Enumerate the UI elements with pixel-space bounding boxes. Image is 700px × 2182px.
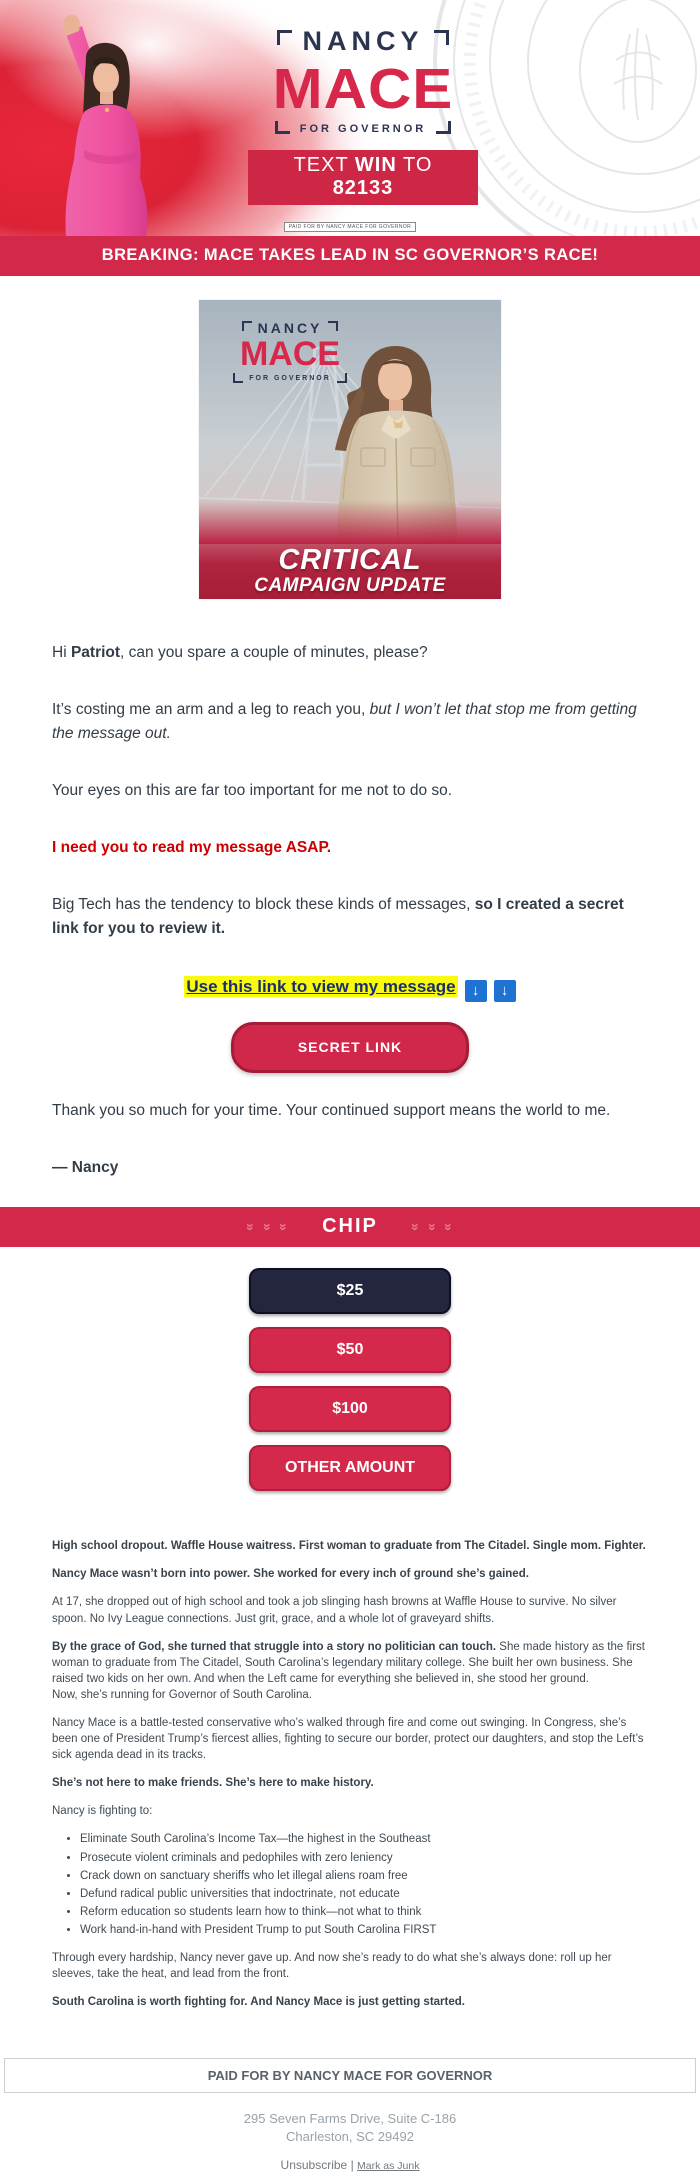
fighting-point: • Reform education so students learn how to think—not what to think — [80, 1904, 648, 1920]
fighting-point: • Eliminate South Carolina’s Income Tax—the highest in the Southeast — [80, 1831, 648, 1847]
logo-name-top — [248, 26, 478, 57]
signature: — Nancy — [52, 1159, 119, 1176]
donation-amounts — [0, 1247, 700, 1528]
chevrons-down-left — [242, 1219, 293, 1235]
campaign-update-image — [199, 300, 501, 599]
recipient-name: Patriot — [70, 644, 121, 661]
bio-paragraph: Nancy Mace is a battle-tested conservative who’s walked through fire and come out swinging. In Congress, she’s been one of President Trump’s fiercest allies, fighting to secure our border, protect our daughters, and stop the Left’s sick agenda dead in its tracks. — [52, 1717, 644, 1762]
bracket-icon — [277, 30, 292, 45]
breaking-news-banner: BREAKING: MACE TAKES LEAD IN SC GOVERNOR’S RACE! — [0, 236, 700, 276]
hero-paid-for-disclaimer: PAID FOR BY NANCY MACE FOR GOVERNOR — [0, 215, 700, 233]
bio-paragraph: Through every hardship, Nancy never gave up. And now she’s ready to do what she’s always done: roll up her sleeves, take the heat, and lead from the front. — [52, 1952, 612, 1981]
email-footer — [0, 2058, 700, 2172]
bracket-icon — [242, 321, 252, 331]
bracket-icon — [434, 30, 449, 45]
unsubscribe-link[interactable]: Unsubscribe — [280, 2158, 348, 2173]
greeting-paragraph: Hi Patriot, can you spare a couple of minutes, please? — [52, 644, 428, 661]
chevron-down-icon: » — [441, 1222, 458, 1231]
paid-for-disclaimer: PAID FOR BY NANCY MACE FOR GOVERNOR — [4, 2058, 696, 2093]
paragraph-bigtech: Big Tech has the tendency to block these kinds of messages, so I created a secret link for you to review it. — [52, 896, 624, 937]
donate-100-button[interactable]: $100 — [249, 1386, 451, 1432]
text-win-badge: TEXT WIN TO 82133 — [248, 150, 478, 205]
logo-subtitle — [248, 121, 478, 136]
fighting-point: • Prosecute violent criminals and pedophiles with zero leniency — [80, 1850, 648, 1866]
hero-banner — [0, 0, 700, 236]
mark-as-junk-link[interactable]: Mark as Junk — [357, 2160, 420, 2173]
campaign-logo — [248, 26, 478, 205]
logo-for-governor: FOR GOVERNOR — [299, 122, 427, 135]
fighting-point: • Crack down on sanctuary sheriffs who let illegal aliens roam free — [80, 1868, 648, 1884]
chevron-down-icon: » — [242, 1222, 259, 1231]
down-arrow-button[interactable]: ↓ — [465, 980, 487, 1002]
chevron-down-icon: » — [276, 1222, 293, 1231]
nancy-bridge-photo — [199, 300, 501, 544]
secret-link-button[interactable]: SECRET LINK — [231, 1022, 469, 1073]
down-arrow-button[interactable]: ↓ — [494, 980, 516, 1002]
bracket-icon — [337, 373, 347, 383]
bio-subheadline: Nancy Mace wasn’t born into power. She worked for every inch of ground she’s gained. — [52, 1568, 529, 1581]
paragraph-urgent: I need you to read my message ASAP. — [52, 839, 332, 856]
bracket-icon — [275, 121, 290, 134]
bio-closing: South Carolina is worth fighting for. And Nancy Mace is just getting started. — [52, 1996, 465, 2009]
logo-nancy: NANCY — [302, 26, 424, 56]
secret-link-row — [52, 974, 648, 1002]
bio-paragraph: She’s not here to make friends. She’s here to make history. — [52, 1777, 374, 1790]
bracket-icon — [233, 373, 243, 383]
donate-25-button[interactable]: $25 — [249, 1268, 451, 1314]
fighting-point: • Work hand-in-hand with President Trump to put South Carolina FIRST — [80, 1922, 648, 1938]
bracket-icon — [328, 321, 338, 331]
chevron-down-icon: » — [407, 1222, 424, 1231]
chevrons-down-right — [407, 1219, 458, 1235]
unsubscribe-row: Unsubscribe | Mark as Junk — [280, 2158, 420, 2173]
chevron-down-icon: » — [259, 1222, 276, 1231]
donate-50-button[interactable]: $50 — [249, 1327, 451, 1373]
bracket-icon — [436, 121, 451, 134]
mailing-address: 295 Seven Farms Drive, Suite C-186 Charleston, SC 29492 — [243, 2111, 457, 2144]
fighting-point: • Defund radical public universities that indoctrinate, not educate — [80, 1886, 648, 1902]
critical-update-caption: CRITICAL CAMPAIGN UPDATE — [199, 544, 501, 599]
email-message-body — [0, 599, 700, 1179]
view-message-link[interactable]: Use this link to view my message — [186, 976, 456, 996]
bio-paragraph: At 17, she dropped out of high school and took a job slinging hash browns at Waffle House to survive. No silver spoon. No Ivy League connections. Just grit, grace, and a whole lot of graveyard shifts. — [52, 1596, 617, 1625]
paragraph-cost: It’s costing me an arm and a leg to reach you, but I won’t let that stop me from getting the message out. — [52, 701, 637, 742]
chevron-down-icon: » — [424, 1222, 441, 1231]
bio-section — [0, 1528, 700, 2044]
paragraph-thanks: Thank you so much for your time. Your continued support means the world to me. — [52, 1101, 611, 1119]
donate-other-button[interactable]: OTHER AMOUNT — [249, 1445, 451, 1491]
card-campaign-logo: NANCY MACE FOR GOVERNOR — [225, 320, 355, 383]
chip-label: CHIP — [322, 1215, 378, 1238]
logo-mace: MACE — [272, 56, 454, 121]
chip-in-banner — [0, 1207, 700, 1247]
bio-headline: High school dropout. Waffle House waitress. First woman to graduate from The Citadel. Single mom. Fighter. — [52, 1540, 646, 1553]
fighting-for-list — [52, 1831, 648, 1938]
bio-paragraph: By the grace of God, she turned that struggle into a story no politician can touch. She made history as the first woman to graduate from The Citadel, South Carolina’s legendary military college. She built her own business. She raised two kids on her own. And when the Left came for everything she believed in, she stood her ground. Now, she’s running for Governor of South Carolina. — [52, 1640, 646, 1701]
bio-list-intro: Nancy is fighting to: — [52, 1805, 153, 1818]
paragraph-eyes: Your eyes on this are far too important for me not to do so. — [52, 781, 453, 799]
